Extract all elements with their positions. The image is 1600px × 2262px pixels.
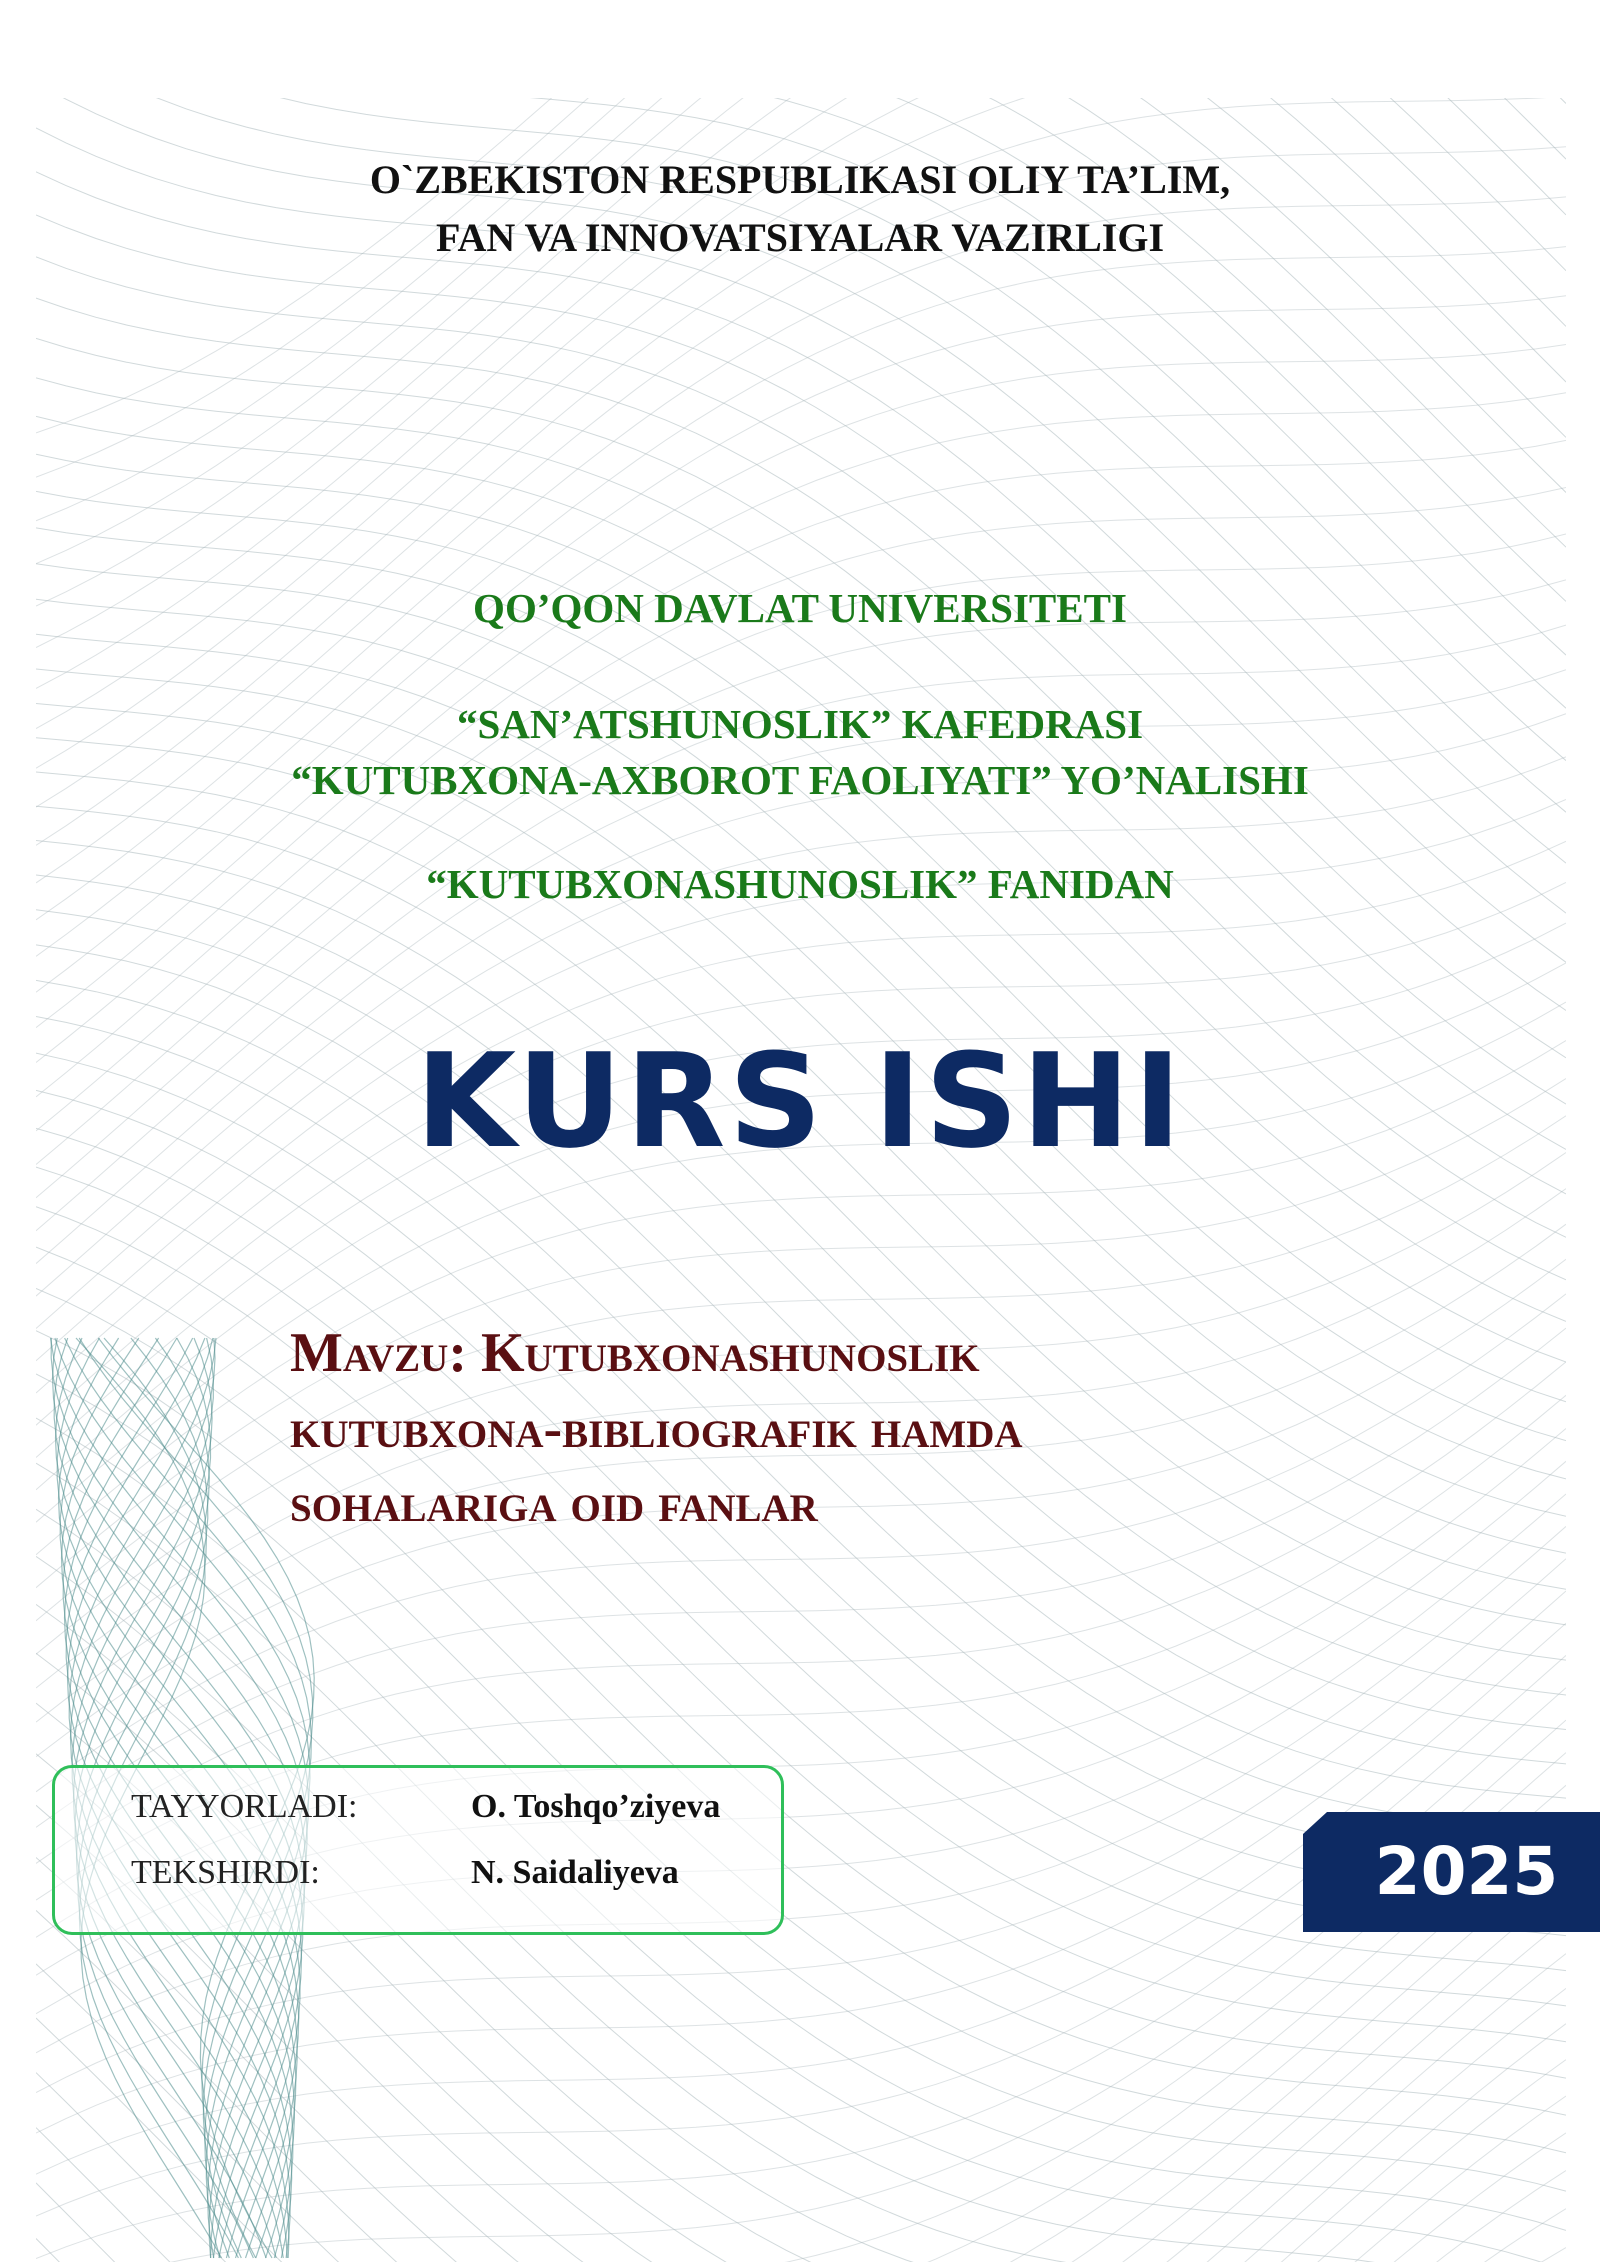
topic-line-2-text: kutubxona-bibliografik hamda — [290, 1398, 1023, 1460]
direction-name: “KUTUBXONA-AXBOROT FAOLIYATI” YO’NALISHI — [291, 757, 1309, 803]
topic-line-1 — [290, 1316, 980, 1404]
subject-name: “KUTUBXONASHUNOSLIK” FANIDAN — [426, 861, 1174, 907]
topic-line-3-text: sohalariga oid fanlar — [290, 1472, 818, 1534]
prepared-label: TAYYORLADI: — [131, 1788, 358, 1825]
ministry-line-2: FAN VA INNOVATSIYALAR VAZIRLIGI — [435, 215, 1165, 260]
ministry-line-1: O`ZBEKISTON RESPUBLIKASI OLIY TA’LIM, — [369, 157, 1231, 202]
checked-label: TEKSHIRDI: — [131, 1854, 320, 1891]
prepared-name: O. Toshqo’ziyeva — [471, 1788, 721, 1825]
university-name: QO’QON DAVLAT UNIVERSITETI — [473, 585, 1127, 631]
year-label: 2025 — [1374, 1833, 1559, 1910]
guilloche-background — [36, 98, 1566, 2262]
credits-box — [52, 1765, 784, 1935]
year-tab — [1303, 1812, 1600, 1932]
checked-name: N. Saidaliyeva — [471, 1854, 679, 1891]
topic-line-3 — [290, 1466, 818, 1554]
department-name: “SAN’ATSHUNOSLIK” KAFEDRASI — [456, 701, 1144, 747]
document-title: KURS ISHI — [415, 1025, 1185, 1177]
topic-prefix: Mavzu: Kutubxonashunoslik — [290, 1322, 980, 1384]
